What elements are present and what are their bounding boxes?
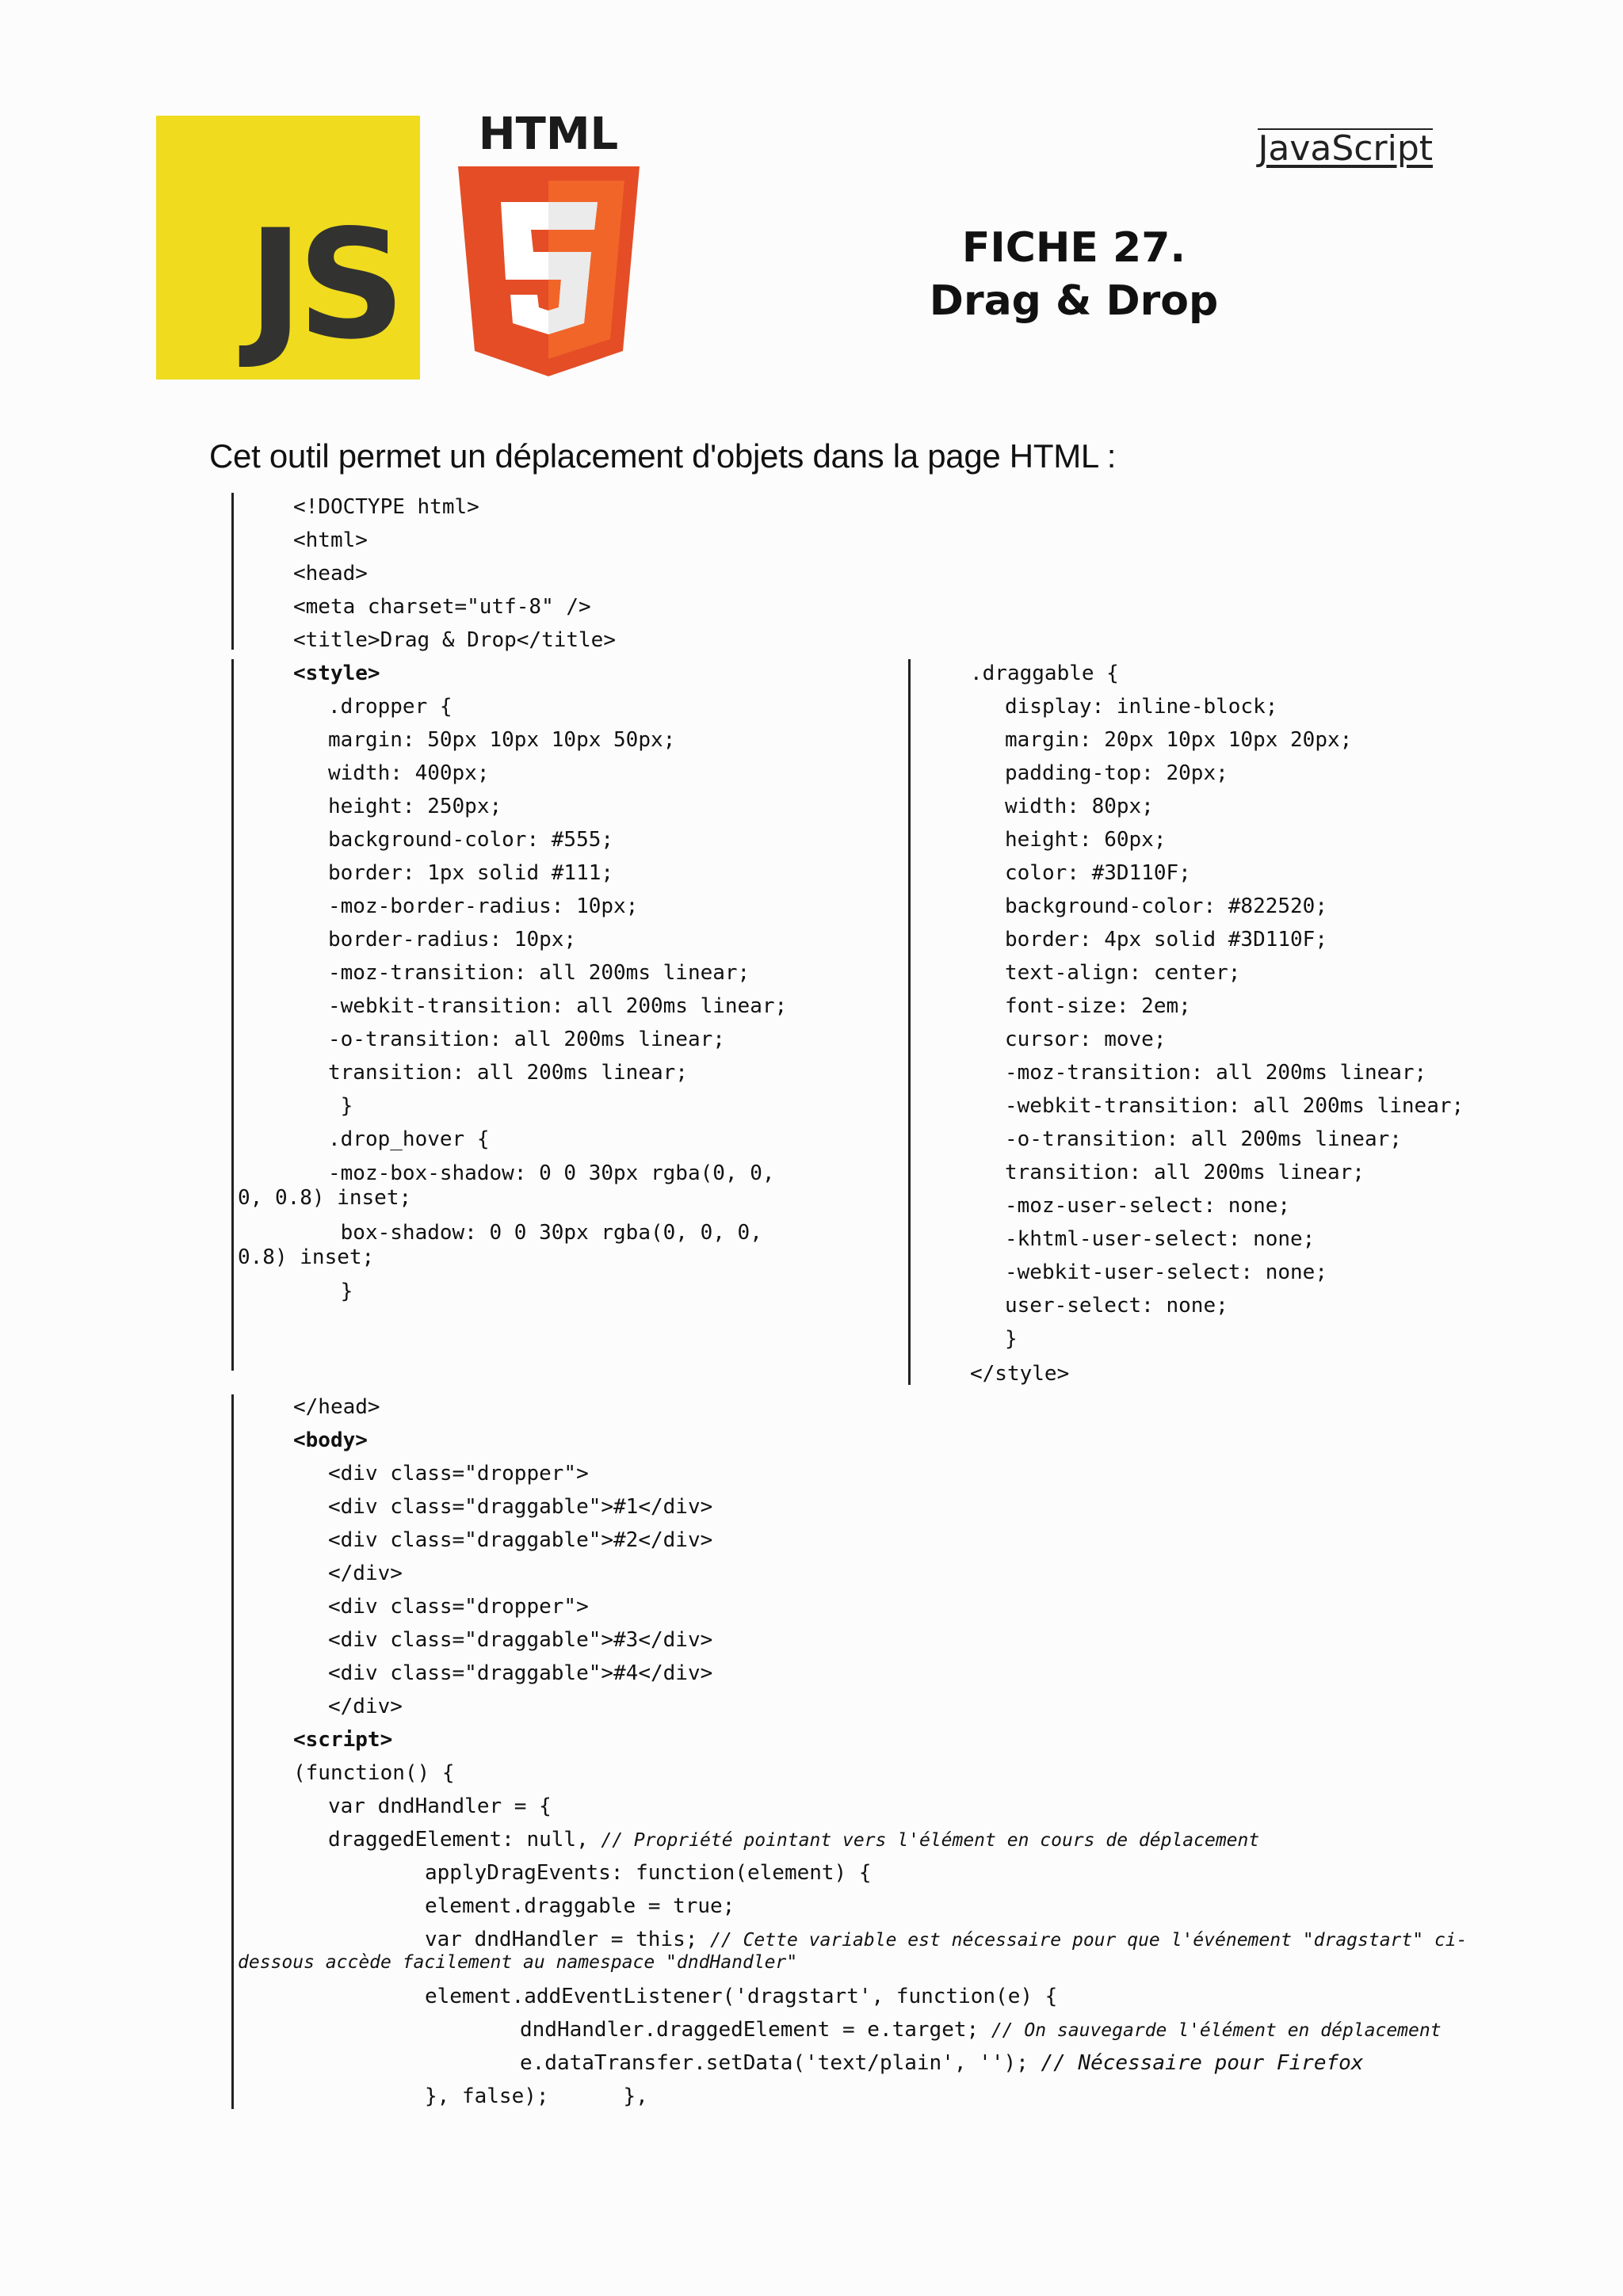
- code-line: <head>: [293, 562, 368, 585]
- code-line: }: [328, 1094, 353, 1118]
- code-script-open: <script>: [293, 1728, 393, 1752]
- code-js-function: (function() {: [293, 1761, 455, 1785]
- code-comment: // Propriété pointant vers l'élément en cours de déplacement: [601, 1830, 1260, 1851]
- code-line: -webkit-transition: all 200ms linear;: [1005, 1094, 1465, 1118]
- code-line: .drop_hover {: [328, 1127, 490, 1151]
- code-line: <meta charset="utf-8" />: [293, 595, 591, 619]
- code-shadow-moz-2: 0, 0.8) inset;: [238, 1186, 412, 1210]
- code-line: <div class="dropper">: [328, 1595, 589, 1619]
- code-js-target: [520, 2017, 1442, 2043]
- code-shadow-2: 0.8) inset;: [238, 1245, 375, 1269]
- code-line: transition: all 200ms linear;: [328, 1061, 688, 1085]
- code-comment: // Nécessaire pour Firefox: [1041, 2051, 1364, 2075]
- code-js-target-text: dndHandler.draggedElement = e.target;: [520, 2018, 991, 2042]
- title-line-1: FICHE 27.: [961, 224, 1186, 272]
- code-line: <div class="dropper">: [328, 1462, 589, 1486]
- code-line: <div class="draggable">#1</div>: [328, 1495, 713, 1519]
- code-line: background-color: #555;: [328, 828, 614, 852]
- code-js-dragged-text: draggedElement: null,: [328, 1828, 601, 1852]
- code-line: -o-transition: all 200ms linear;: [328, 1028, 725, 1051]
- code-bar-head: [231, 493, 234, 650]
- code-line: -moz-transition: all 200ms linear;: [1005, 1061, 1427, 1085]
- code-head-close: </head>: [293, 1395, 380, 1419]
- code-line: border: 1px solid #111;: [328, 861, 614, 885]
- code-line: transition: all 200ms linear;: [1005, 1161, 1365, 1184]
- code-bar-body: [231, 1394, 234, 2109]
- code-line: -moz-transition: all 200ms linear;: [328, 961, 750, 985]
- code-line: <div class="draggable">#2</div>: [328, 1528, 713, 1552]
- code-line: color: #3D110F;: [1005, 861, 1191, 885]
- code-bar-style-right: [908, 659, 911, 1385]
- code-line: display: inline-block;: [1005, 695, 1278, 719]
- code-line: <!DOCTYPE html>: [293, 495, 479, 519]
- code-line: -webkit-transition: all 200ms linear;: [328, 994, 788, 1018]
- code-line: </div>: [328, 1695, 403, 1718]
- code-line: <div class="draggable">#4</div>: [328, 1661, 713, 1685]
- code-line: cursor: move;: [1005, 1028, 1167, 1051]
- html5-logo-text: HTML: [478, 111, 619, 160]
- html5-logo: [452, 111, 646, 380]
- code-js-listener: element.addEventListener('dragstart', function(e) {: [425, 1985, 1058, 2008]
- code-style-open: <style>: [293, 662, 380, 685]
- page-title: [872, 222, 1276, 327]
- code-js-settext-text: e.dataTransfer.setData('text/plain', '');: [520, 2051, 1041, 2075]
- code-line: width: 80px;: [1005, 795, 1154, 818]
- code-left-close: }: [328, 1280, 353, 1303]
- code-line: margin: 50px 10px 10px 50px;: [328, 728, 676, 752]
- code-js-var2-text: var dndHandler = this;: [425, 1928, 711, 1951]
- code-line: -o-transition: all 200ms linear;: [1005, 1127, 1402, 1151]
- code-line: .draggable {: [970, 662, 1119, 685]
- code-style-close: </style>: [970, 1362, 1070, 1386]
- subject-label: JavaScript: [1258, 128, 1433, 169]
- code-js-var2-comment-2: dessous accède facilement au namespace "dndHandler": [238, 1952, 798, 1973]
- code-comment: // Cette variable est nécessaire pour que l'événement "dragstart" ci-: [710, 1930, 1468, 1951]
- code-line: margin: 20px 10px 10px 20px;: [1005, 728, 1353, 752]
- code-line: <html>: [293, 528, 368, 552]
- html5-shield-icon: [452, 111, 646, 380]
- javascript-logo-text: JS: [247, 197, 399, 372]
- code-line: -khtml-user-select: none;: [1005, 1227, 1316, 1251]
- code-line: height: 60px;: [1005, 828, 1167, 852]
- code-line: -moz-user-select: none;: [1005, 1194, 1291, 1218]
- javascript-logo: [156, 116, 420, 379]
- code-shadow-1: box-shadow: 0 0 30px rgba(0, 0, 0,: [328, 1221, 762, 1245]
- code-line: font-size: 2em;: [1005, 994, 1191, 1018]
- code-line: }: [1005, 1327, 1018, 1351]
- code-js-draggable: element.draggable = true;: [425, 1894, 735, 1918]
- code-js-settext: [520, 2050, 1363, 2076]
- code-comment: // On sauvegarde l'élément en déplacement: [991, 2020, 1442, 2041]
- code-line: </div>: [328, 1562, 403, 1585]
- code-line: text-align: center;: [1005, 961, 1241, 985]
- code-js-dragged: [328, 1827, 1259, 1853]
- code-line: border-radius: 10px;: [328, 928, 577, 952]
- code-body-open: <body>: [293, 1428, 368, 1452]
- code-line: background-color: #822520;: [1005, 894, 1327, 918]
- code-js-var: var dndHandler = {: [328, 1794, 552, 1818]
- code-line: padding-top: 20px;: [1005, 761, 1228, 785]
- code-line: height: 250px;: [328, 795, 502, 818]
- code-line: user-select: none;: [1005, 1294, 1228, 1318]
- code-js-close: }, false); },: [425, 2084, 648, 2108]
- code-line: <title>Drag & Drop</title>: [293, 628, 616, 652]
- code-bar-style: [231, 659, 234, 1371]
- code-line: border: 4px solid #3D110F;: [1005, 928, 1327, 952]
- intro-text: Cet outil permet un déplacement d'objets dans la page HTML :: [209, 437, 1117, 475]
- code-js-apply: applyDragEvents: function(element) {: [425, 1861, 872, 1885]
- code-line: .dropper {: [328, 695, 453, 719]
- code-line: -moz-border-radius: 10px;: [328, 894, 639, 918]
- title-line-2: Drag & Drop: [929, 277, 1219, 325]
- code-shadow-moz-1: -moz-box-shadow: 0 0 30px rgba(0, 0,: [328, 1161, 775, 1185]
- code-line: <div class="draggable">#3</div>: [328, 1628, 713, 1652]
- code-line: width: 400px;: [328, 761, 490, 785]
- code-line: -webkit-user-select: none;: [1005, 1261, 1327, 1284]
